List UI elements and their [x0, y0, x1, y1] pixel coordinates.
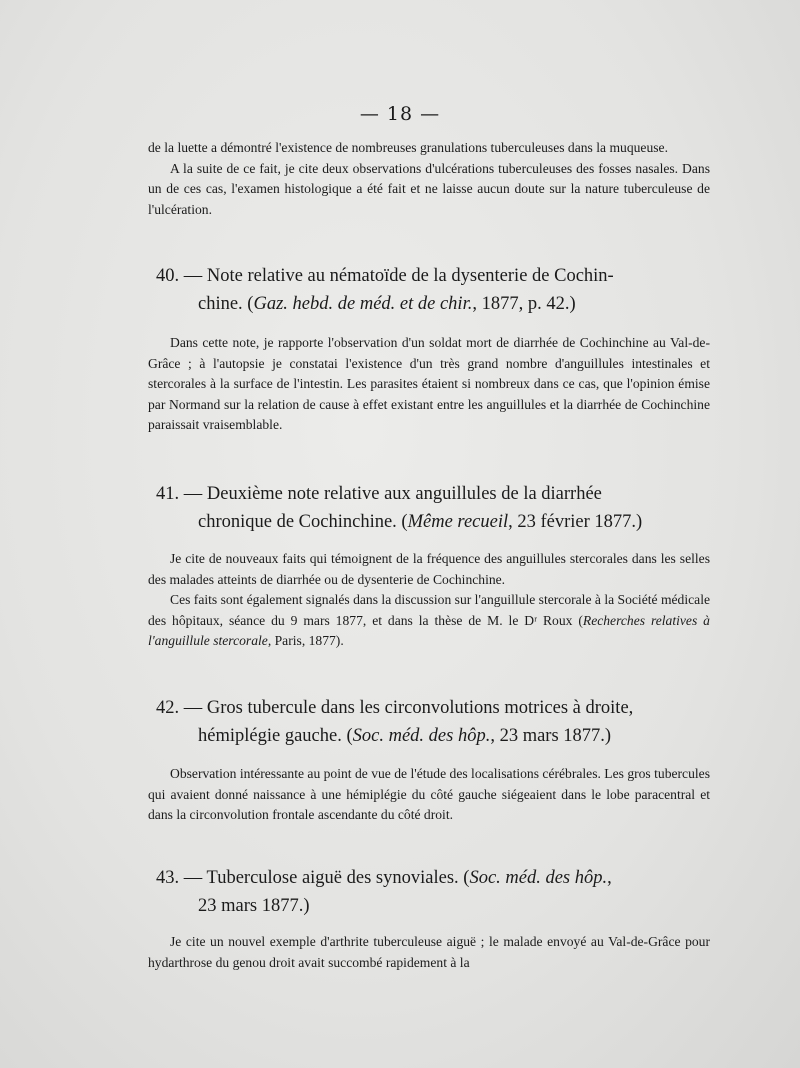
- entry-40-heading: [156, 262, 712, 318]
- entry-title-line2: 23 mars 1877.): [198, 896, 310, 916]
- entry-title-line1: — Gros tubercule dans les circonvolutions motrices à droite,: [183, 698, 634, 718]
- entry-title-line1: — Note relative au nématoïde de la dysenterie de Cochin-: [183, 266, 614, 286]
- entry-title-line2: chine. (Gaz. hebd. de méd. et de chir., 1877, p. 42.): [198, 294, 576, 314]
- entry-paragraph-2: Ces faits sont également signalés dans la discussion sur l'anguillule stercorale à la Société médicale des hôpitaux, séance du 9 mars 1877, et dans la thèse de M. le Dʳ Roux (Recherches relatives à l'anguillule stercorale, Paris, 1877).: [148, 592, 710, 648]
- entry-title-line2: hémiplégie gauche. (Soc. méd. des hôp., 23 mars 1877.): [198, 726, 612, 746]
- entry-43-heading: [156, 864, 712, 920]
- entry-43-body: [148, 932, 710, 973]
- entry-41-body: [148, 549, 710, 652]
- entry-number: 43.: [156, 868, 180, 888]
- entry-41-heading: [156, 480, 712, 536]
- intro-paragraph-1: de la luette a démontré l'existence de nombreuses granulations tuberculeuses dans la muqueuse.: [148, 140, 668, 155]
- entry-number: 42.: [156, 698, 180, 718]
- entry-number: 41.: [156, 484, 180, 504]
- entry-paragraph: Observation intéressante au point de vue de l'étude des localisations cérébrales. Les gros tubercules qui avaient donné naissance à une hémiplégie du côté gauche siégeaient dans le lobe paracentral et dans la circonvolution frontale ascendante du côté droit.: [148, 766, 710, 822]
- entry-title-line1: — Tuberculose aiguë des synoviales. (Soc. méd. des hôp.,: [183, 868, 612, 888]
- entry-42-body: [148, 764, 710, 826]
- entry-paragraph: Je cite de nouveaux faits qui témoignent de la fréquence des anguillules stercorales dans les selles des malades atteints de diarrhée ou de dysenterie de Cochinchine.: [148, 551, 710, 587]
- entry-title-line2: chronique de Cochinchine. (Même recueil, 23 février 1877.): [198, 512, 643, 532]
- entry-42-heading: [156, 694, 712, 750]
- entry-40-body: [148, 333, 710, 436]
- intro-text: [148, 138, 710, 220]
- page-number: — 18 —: [359, 103, 441, 125]
- entry-paragraph: Dans cette note, je rapporte l'observation d'un soldat mort de diarrhée de Cochinchine au Val-de-Grâce ; à l'autopsie je constatai l'existence d'un très grand nombre d'anguillules intestinales et stercorales à la surface de l'intestin. Les parasites étaient si nombreux dans ce cas, que l'opinion émise par Normand sur la relation de cause à effet existant entre les anguillules et la diarrhée de Cochinchine paraissait vraisemblable.: [148, 335, 710, 432]
- intro-paragraph-2: A la suite de ce fait, je cite deux observations d'ulcérations tuberculeuses des fosses nasales. Dans un de ces cas, l'examen histologique a été fait et ne laisse aucun doute sur la nature tuberculeuse de l'ulcération.: [148, 160, 710, 217]
- entry-paragraph: Je cite un nouvel exemple d'arthrite tuberculeuse aiguë ; le malade envoyé au Val-de-Grâce pour hydarthrose du genou droit avait succombé rapidement à la: [148, 934, 710, 970]
- entry-number: 40.: [156, 266, 180, 286]
- entry-title-line1: — Deuxième note relative aux anguillules de la diarrhée: [183, 484, 602, 504]
